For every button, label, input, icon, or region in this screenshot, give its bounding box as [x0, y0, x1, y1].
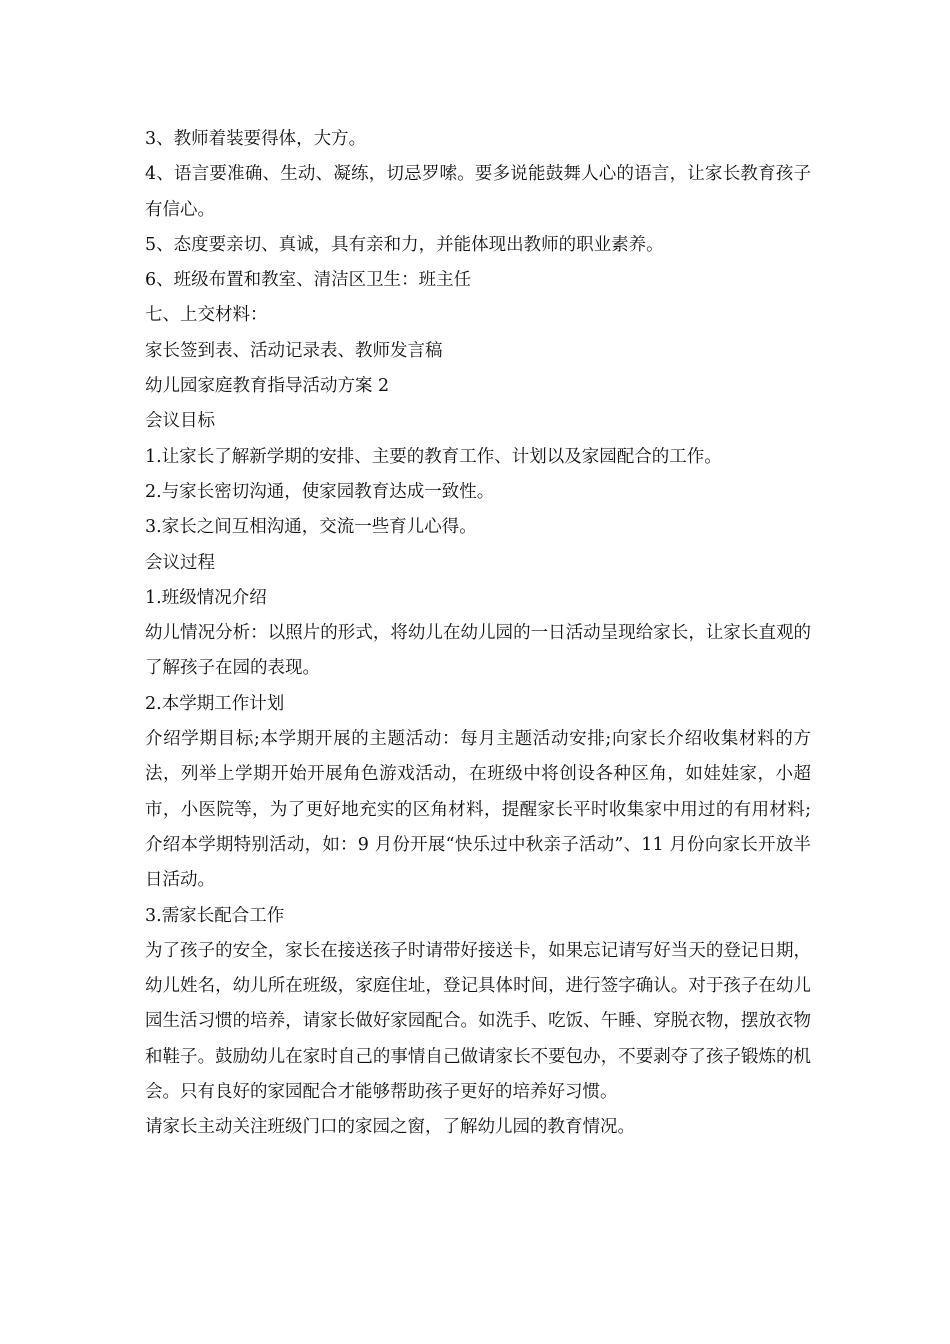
paragraph-item-4: 4、语言要准确、生动、凝练，切忌罗嗦。要多说能鼓舞人心的语言，让家长教育孩子有信心。: [145, 164, 811, 220]
goal-item-1: 1.让家长了解新学期的安排、主要的教育工作、计划以及家园配合的工作。: [145, 446, 722, 467]
section-heading-submit-materials: 七、上交材料：: [145, 305, 268, 326]
closing-paragraph: 请家长主动关注班级门口的家园之窗，了解幼儿园的教育情况。: [145, 1117, 635, 1138]
goal-item-2: 2.与家长密切沟通，使家园教育达成一致性。: [145, 481, 495, 502]
process-heading-3: 3.需家长配合工作: [145, 905, 285, 926]
paragraph-materials-list: 家长签到表、活动记录表、教师发言稿: [145, 340, 443, 361]
process-paragraph-3: 为了孩子的安全，家长在接送孩子时请带好接送卡，如果忘记请写好当天的登记日期，幼儿姓名，幼儿所在班级，家庭住址，登记具体时间，进行签字确认。对于孩子在幼儿园生活习惯的培养，请家长做好家园配合。如洗手、吃饭、午睡、穿脱衣物，摆放衣物和鞋子。鼓励幼儿在家时自己的事情自己做请家长不要包办，不要剥夺了孩子锻炼的机会。只有良好的家园配合才能够帮助孩子更好的培养好习惯。: [145, 940, 811, 1103]
document-page: [145, 122, 811, 1146]
goal-item-3: 3.家长之间互相沟通，交流一些育儿心得。: [145, 517, 477, 538]
paragraph-item-5: 5、态度要亲切、真诚，具有亲和力，并能体现出教师的职业素养。: [145, 234, 664, 255]
paragraph-item-6: 6、班级布置和教室、清洁区卫生：班主任: [145, 270, 472, 291]
paragraph-item-3: 3、教师着装要得体，大方。: [145, 129, 367, 149]
plan-title: 幼儿园家庭教育指导活动方案 2: [145, 376, 390, 397]
process-heading-1: 1.班级情况介绍: [145, 587, 267, 608]
process-paragraph-2: 介绍学期目标;本学期开展的主题活动：每月主题活动安排;向家长介绍收集材料的方法，列举上学期开始开展角色游戏活动，在班级中将创设各种区角，如娃娃家，小超市，小医院等，为了更好地充实的区角材料，提醒家长平时收集家中用过的有用材料;介绍本学期特别活动，如：9 月份开展“快乐过中秋亲子活动”、11 月份向家长开放半日活动。: [145, 729, 811, 891]
process-heading-2: 2.本学期工作计划: [145, 693, 285, 714]
section-heading-meeting-goals: 会议目标: [145, 411, 215, 432]
process-paragraph-1: 幼儿情况分析：以照片的形式，将幼儿在幼儿园的一日活动呈现给家长，让家长直观的了解孩子在园的表现。: [145, 623, 811, 679]
section-heading-meeting-process: 会议过程: [145, 552, 215, 573]
